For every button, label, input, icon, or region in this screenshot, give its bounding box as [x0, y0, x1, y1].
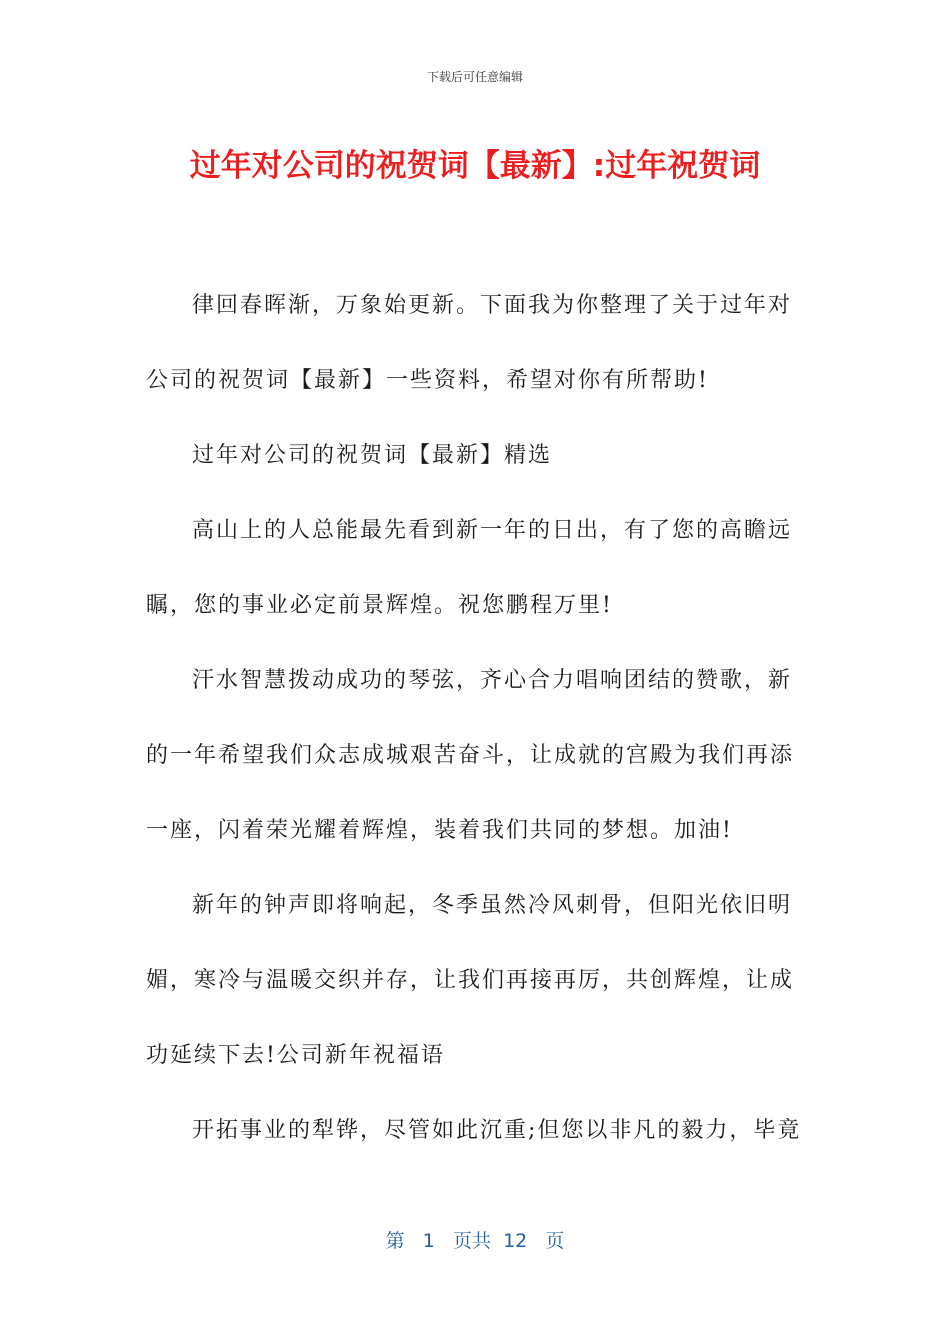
paragraph: 新年的钟声即将响起，冬季虽然冷风刺骨，但阳光依旧明媚，寒冷与温暖交织并存，让我们再接再厉，共创辉煌，让成功延续下去!公司新年祝福语 [146, 893, 795, 1068]
paragraph: 开拓事业的犁铧，尽管如此沉重;但您以非凡的毅力，毕竟 [192, 1118, 802, 1143]
footer-prefix: 第 [385, 1230, 405, 1252]
paragraph: 过年对公司的祝贺词【最新】精选 [192, 443, 553, 468]
footer-suffix: 页 [545, 1230, 565, 1252]
footer-page-number: 1 [422, 1230, 435, 1252]
page-footer [0, 1226, 950, 1253]
footer-middle: 页共 [452, 1230, 491, 1252]
header-note: 下载后可任意编辑 [426, 70, 523, 84]
footer-total-pages: 12 [503, 1230, 528, 1252]
paragraph: 高山上的人总能最先看到新一年的日出，有了您的高瞻远瞩，您的事业必定前景辉煌。祝您鹏程万里! [146, 518, 793, 618]
paragraph: 汗水智慧拨动成功的琴弦，齐心合力唱响团结的赞歌，新的一年希望我们众志成城艰苦奋斗，让成就的宫殿为我们再添一座，闪着荣光耀着辉煌，装着我们共同的梦想。加油! [146, 668, 795, 843]
paragraph: 律回春晖渐，万象始更新。下面我为你整理了关于过年对公司的祝贺词【最新】一些资料，希望对你有所帮助! [146, 293, 793, 393]
document-body [146, 268, 806, 1168]
document-title: 过年对公司的祝贺词【最新】:过年祝贺词 [189, 148, 761, 184]
